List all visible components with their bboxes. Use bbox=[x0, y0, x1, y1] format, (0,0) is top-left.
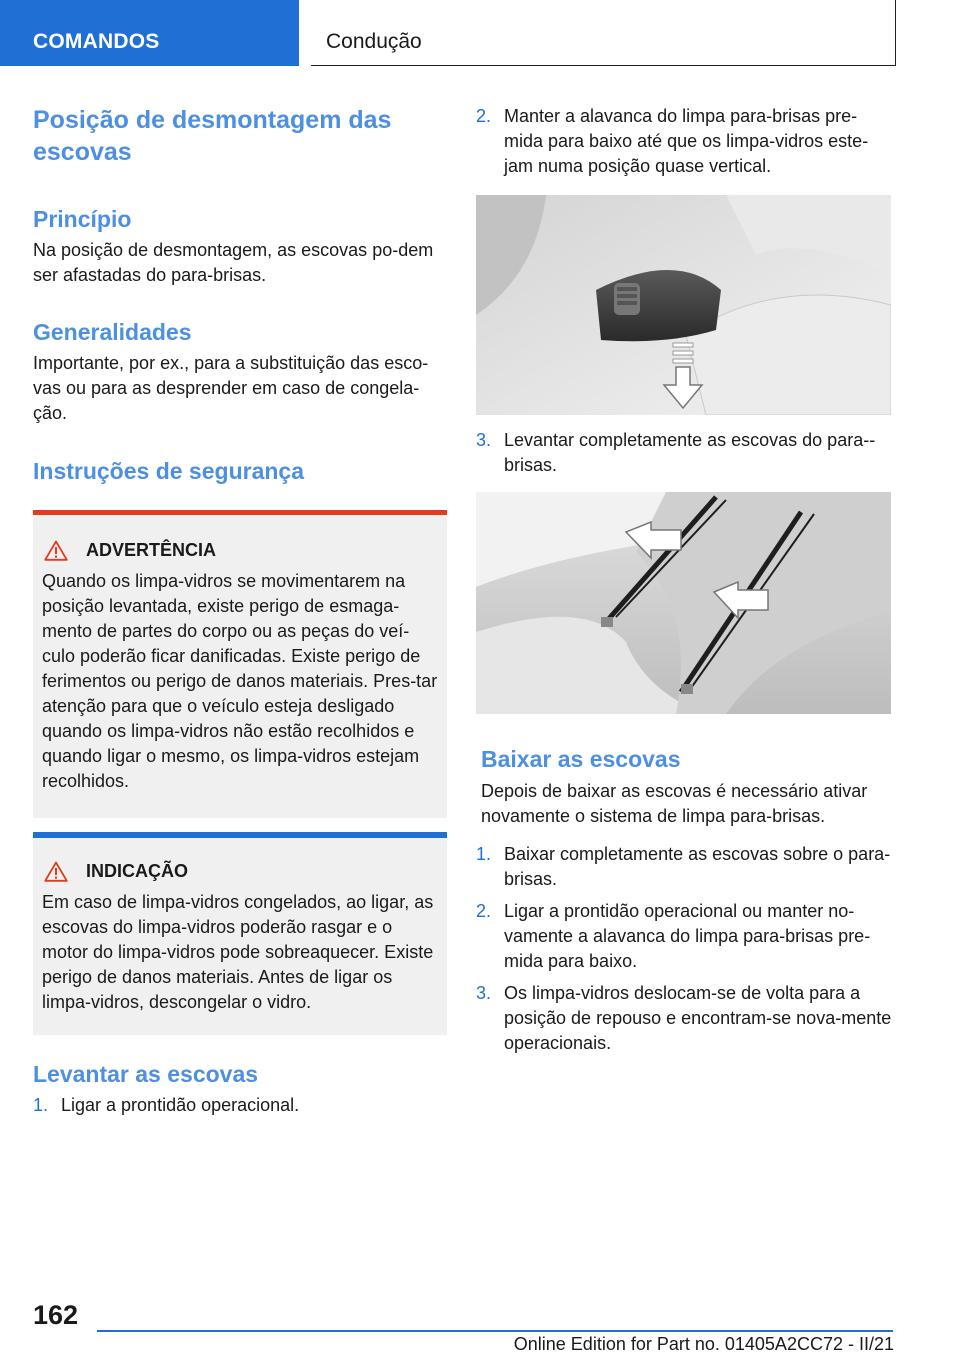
step-text: Levantar completamente as escovas do para--brisas. bbox=[504, 430, 876, 475]
raise-heading: Levantar as escovas bbox=[33, 1061, 259, 1087]
chapter-tab[interactable]: COMANDOS bbox=[0, 0, 299, 66]
footer-divider bbox=[97, 1330, 893, 1332]
lower-intro: Depois de baixar as escovas é necessário ativar novamente o sistema de limpa para-brisas. bbox=[481, 781, 868, 826]
step-text: Baixar completamente as escovas sobre o para-brisas. bbox=[504, 844, 891, 889]
warning-header bbox=[42, 540, 438, 561]
list-item bbox=[476, 428, 896, 478]
step-text: Ligar a prontidão operacional ou manter no-vamente a alavanca do limpa para-brisas pre-mida para baixo. bbox=[504, 901, 871, 971]
general-heading: Generalidades bbox=[33, 319, 192, 345]
list-item bbox=[476, 842, 896, 892]
step-text: Manter a alavanca do limpa para-brisas pre-mida para baixo até que os limpa-vidros este-jam numa posição quase vertical. bbox=[504, 106, 869, 176]
page-number: 162 bbox=[33, 1300, 79, 1330]
warning-box bbox=[33, 510, 447, 818]
left-column bbox=[33, 104, 447, 1118]
warning-triangle-icon bbox=[44, 861, 68, 882]
section-tab: Condução bbox=[311, 0, 896, 66]
step-number: 3. bbox=[476, 430, 492, 450]
safety-heading: Instruções de segurança bbox=[33, 458, 304, 484]
wiper-lever-drawing bbox=[476, 195, 891, 415]
warning-text: Quando os limpa-vidros se movimentarem na posição levantada, existe perigo de esmaga-mento de partes do corpo ou as peças do veí-culo poderão ficar danificadas. Existe perigo de ferimentos ou perigo de danos materiais. Pres-tar atenção para que o veículo esteja desligado quando os limpa-vidros não estão recolhidos e quando ligar o mesmo, os limpa-vidros estejam recolhidos. bbox=[42, 571, 438, 791]
footer-edition: Online Edition for Part no. 01405A2CC72 - II/21 bbox=[513, 1334, 894, 1354]
warning-triangle-icon bbox=[44, 540, 68, 561]
raise-steps bbox=[33, 1093, 447, 1118]
step-number: 1. bbox=[476, 844, 492, 864]
list-item bbox=[476, 981, 896, 1056]
raised-wipers-drawing bbox=[476, 492, 891, 714]
raised-wipers-illustration bbox=[476, 492, 891, 714]
note-box bbox=[33, 832, 447, 1035]
note-title: INDICAÇÃO bbox=[86, 861, 188, 881]
principle-heading: Princípio bbox=[33, 206, 132, 232]
general-text: Importante, por ex., para a substituição das esco-vas ou para as desprender em caso de congela-ção. bbox=[33, 353, 429, 423]
step-number: 2. bbox=[476, 901, 492, 921]
wiper-lever-illustration bbox=[476, 195, 891, 415]
step-number: 3. bbox=[476, 983, 492, 1003]
right-column bbox=[476, 104, 896, 1056]
note-text: Em caso de limpa-vidros congelados, ao ligar, as escovas do limpa-vidros poderão rasgar e o motor do limpa-vidros pode sobreaquecer. Existe perigo de danos materiais. Antes de ligar os limpa-vidros, descongelar o vidro. bbox=[42, 892, 434, 1012]
lower-steps bbox=[476, 842, 896, 1056]
step-text: Os limpa-vidros deslocam-se de volta para a posição de repouso e encontram-se nova-mente operacionais. bbox=[504, 983, 892, 1053]
principle-text: Na posição de desmontagem, as escovas po-dem ser afastadas do para-brisas. bbox=[33, 240, 434, 285]
page-title: Posição de desmontagem das escovas bbox=[33, 106, 392, 166]
step-number: 1. bbox=[33, 1095, 49, 1115]
list-item bbox=[33, 1093, 447, 1118]
list-item bbox=[476, 104, 896, 179]
list-item bbox=[476, 899, 896, 974]
step-text: Ligar a prontidão operacional. bbox=[61, 1095, 300, 1115]
step-number: 2. bbox=[476, 106, 492, 126]
note-header bbox=[42, 861, 438, 882]
lower-heading: Baixar as escovas bbox=[481, 746, 681, 772]
warning-title: ADVERTÊNCIA bbox=[86, 540, 217, 560]
